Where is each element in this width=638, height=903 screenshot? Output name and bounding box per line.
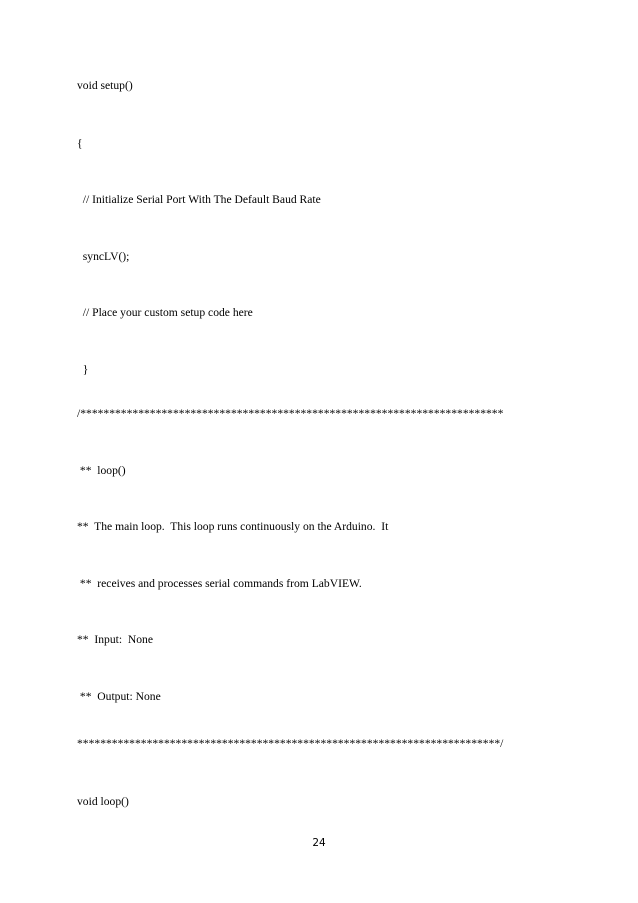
code-line: syncLV(); <box>77 250 130 263</box>
code-line: void loop() <box>77 795 129 808</box>
code-line: ** The main loop. This loop runs continuously on the Arduino. It <box>77 520 389 533</box>
code-line: ** Input: None <box>77 633 153 646</box>
code-line: ** Output: None <box>77 690 161 703</box>
code-line: ** loop() <box>77 464 126 477</box>
code-line: } <box>77 363 89 376</box>
code-line: void setup() <box>77 79 133 92</box>
code-line: *************************************************************************/ <box>77 737 504 750</box>
code-line: // Initialize Serial Port With The Default Baud Rate <box>77 193 321 206</box>
code-line: { <box>77 137 83 150</box>
code-line: ** receives and processes serial commands from LabVIEW. <box>77 577 362 590</box>
code-line: /************************************************************************* <box>77 407 504 420</box>
code-line: // Place your custom setup code here <box>77 306 253 319</box>
page-number: 24 <box>312 837 326 849</box>
